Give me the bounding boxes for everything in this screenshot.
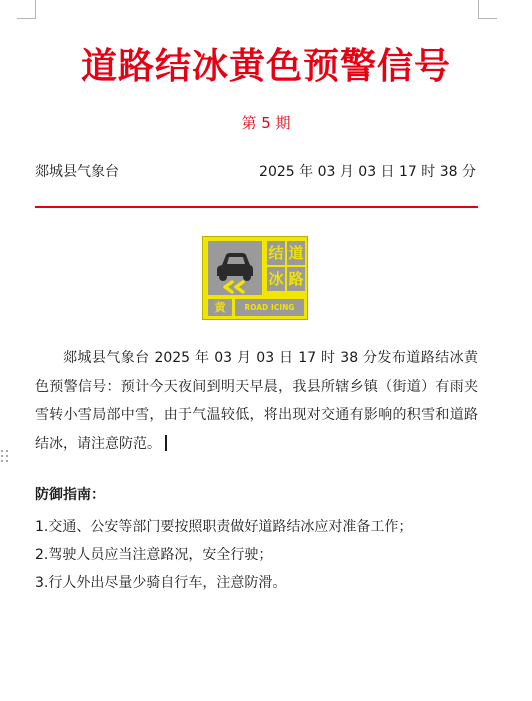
- guide-heading: 防御指南：: [35, 487, 105, 503]
- guide-item: 3.行人外出尽量少骑自行车，注意防滑。: [35, 575, 287, 591]
- red-divider: [35, 206, 478, 208]
- guide-list: [35, 513, 478, 597]
- icon-english-label: ROAD ICING: [235, 299, 304, 316]
- icon-glyph: 路: [287, 267, 305, 291]
- issue-datetime: 2025 年 03 月 03 日 17 时 38 分: [259, 164, 476, 180]
- text-cursor: [165, 435, 167, 451]
- icon-glyph: 道: [287, 241, 305, 265]
- icon-glyph: 结: [267, 241, 285, 265]
- icon-level-label: 黄: [208, 299, 232, 316]
- issuer-name: 郯城县气象台: [35, 164, 119, 180]
- document-title: 道路结冰黄色预警信号: [80, 46, 451, 87]
- guide-item: 1.交通、公安等部门要按照职责做好道路结冰应对准备工作；: [35, 519, 413, 535]
- road-icing-yellow-warning-icon: [202, 236, 308, 320]
- guide-item: 2.驾驶人员应当注意路况，安全行驶；: [35, 547, 273, 563]
- paragraph-drag-handle[interactable]: [1, 450, 9, 466]
- icon-glyph: 冰: [267, 267, 285, 291]
- issue-number: 第 5 期: [241, 114, 291, 132]
- crop-mark-top-right: [478, 0, 497, 19]
- car-skid-icon: [208, 241, 262, 295]
- body-text: 郯城县气象台 2025 年 03 月 03 日 17 时 38 分发布道路结冰黄色预警信号：预计今天夜间到明天早晨，我县所辖乡镇（街道）有雨夹雪转小雪局部中雪，由于气温较低，将出现对交通有影响的积雪和道路结冰，请注意防范。: [35, 350, 478, 452]
- crop-mark-top-left: [17, 0, 36, 19]
- body-paragraph[interactable]: [35, 344, 478, 458]
